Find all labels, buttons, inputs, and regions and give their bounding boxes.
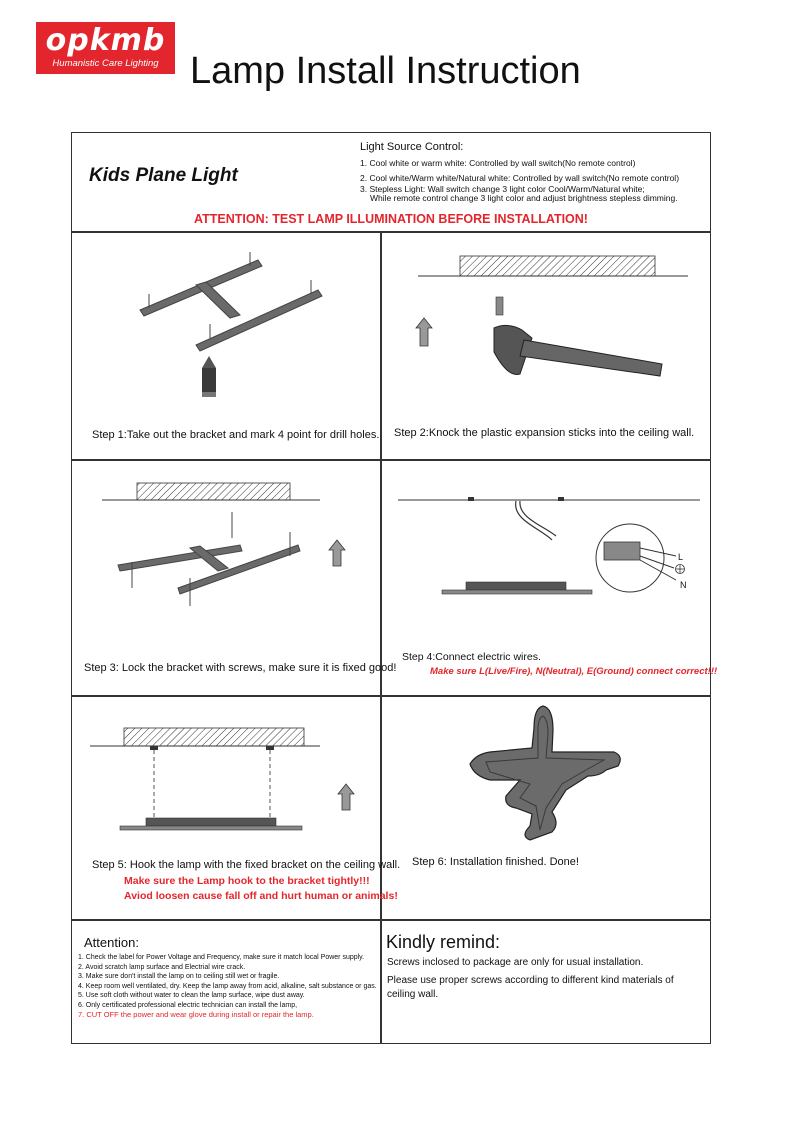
- step-5-warning-1: Make sure the Lamp hook to the bracket tightly!!!: [124, 875, 370, 887]
- attention-item: 3. Make sure don't install the lamp on to ceiling still wet or fragile.: [78, 973, 280, 980]
- step-6-caption: Step 6: Installation finished. Done!: [412, 856, 579, 868]
- light-control-item-1: 1. Cool white or warm white: Controlled by wall switch(No remote control): [360, 158, 636, 168]
- step-5-caption: Step 5: Hook the lamp with the fixed bracket on the ceiling wall.: [92, 859, 401, 871]
- remind-line-2: Please use proper screws according to different kind materials of: [387, 975, 674, 986]
- step-5-hanging-lamp: [120, 750, 302, 830]
- up-arrow-icon: [338, 784, 354, 810]
- light-control-item-2: 2. Cool white/Warm white/Natural white: Controlled by wall switch(No remote control): [360, 173, 680, 183]
- hammer-icon: [494, 325, 662, 376]
- step-2-caption: Step 2:Knock the plastic expansion sticks into the ceiling wall.: [394, 427, 695, 439]
- step-3-bracket-diagram: [118, 512, 300, 606]
- step-3-caption: Step 3: Lock the bracket with screws, make sure it is fixed good!: [84, 662, 397, 674]
- step-4-lamp: [442, 582, 592, 594]
- remind-line-1: Screws inclosed to package are only for usual installation.: [387, 957, 644, 968]
- attention-item: 6. Only certificated professional electric technician can install the lamp,: [78, 1001, 298, 1009]
- step-4-ceiling: [398, 497, 700, 540]
- plane-lamp-icon: [470, 706, 620, 840]
- step-1-bracket-diagram: [140, 252, 322, 351]
- step-5-ceiling: [90, 728, 320, 750]
- wire-label-neutral: N: [680, 580, 687, 590]
- attention-item: 5. Use soft cloth without water to clean the lamp surface, wipe dust away.: [78, 992, 305, 999]
- wire-label-live: L: [678, 552, 684, 562]
- up-arrow-icon: [416, 318, 432, 346]
- attention-warn-item: 7. CUT OFF the power and wear glove during install or repair the lamp.: [78, 1010, 314, 1019]
- step-4-warning: Make sure L(Live/Fire), N(Neutral), E(Ground) connect correct!!!: [430, 666, 718, 677]
- attention-item: 1. Check the label for Power Voltage and Frequency, make sure it match local Power supply.: [78, 954, 365, 961]
- step-3-ceiling: [102, 483, 320, 500]
- step-2-ceiling: [418, 256, 688, 276]
- light-control-item-3b: While remote control change 3 light color and adjust brightness stepless dimming.: [370, 193, 678, 203]
- logo-tagline: Humanistic Care Lighting: [52, 58, 159, 69]
- step-1-caption: Step 1:Take out the bracket and mark 4 point for drill holes.: [92, 429, 380, 441]
- remind-title: Kindly remind:: [386, 932, 501, 952]
- light-control-title: Light Source Control:: [360, 141, 464, 153]
- product-name: Kids Plane Light: [89, 165, 238, 186]
- wire-connector-detail: [596, 524, 685, 592]
- step-5-warning-2: Aviod loosen cause fall off and hurt human or animals!: [124, 890, 398, 902]
- logo-brand-text: opkmb: [45, 23, 166, 58]
- attention-item: 4. Keep room well ventilated, dry. Keep the lamp away from acid, alkaline, salt substance or gas.: [78, 982, 377, 990]
- attention-title: Attention:: [84, 935, 139, 950]
- attention-item: 2. Avoid scratch lamp surface and Electrial wire crack.: [78, 963, 246, 971]
- remind-line-3: ceiling wall.: [387, 989, 439, 1000]
- pencil-icon: [202, 356, 216, 397]
- expansion-stick-icon: [496, 297, 503, 315]
- attention-banner: ATTENTION: TEST LAMP ILLUMINATION BEFORE INSTALLATION!: [194, 212, 588, 226]
- up-arrow-icon: [329, 540, 345, 566]
- step-4-caption: Step 4:Connect electric wires.: [402, 651, 541, 663]
- light-control-item-3: 3. Stepless Light: Wall switch change 3 light color Cool/Warm/Natural white;: [360, 184, 645, 194]
- attention-list: [78, 953, 377, 1020]
- page-title: Lamp Install Instruction: [190, 50, 581, 92]
